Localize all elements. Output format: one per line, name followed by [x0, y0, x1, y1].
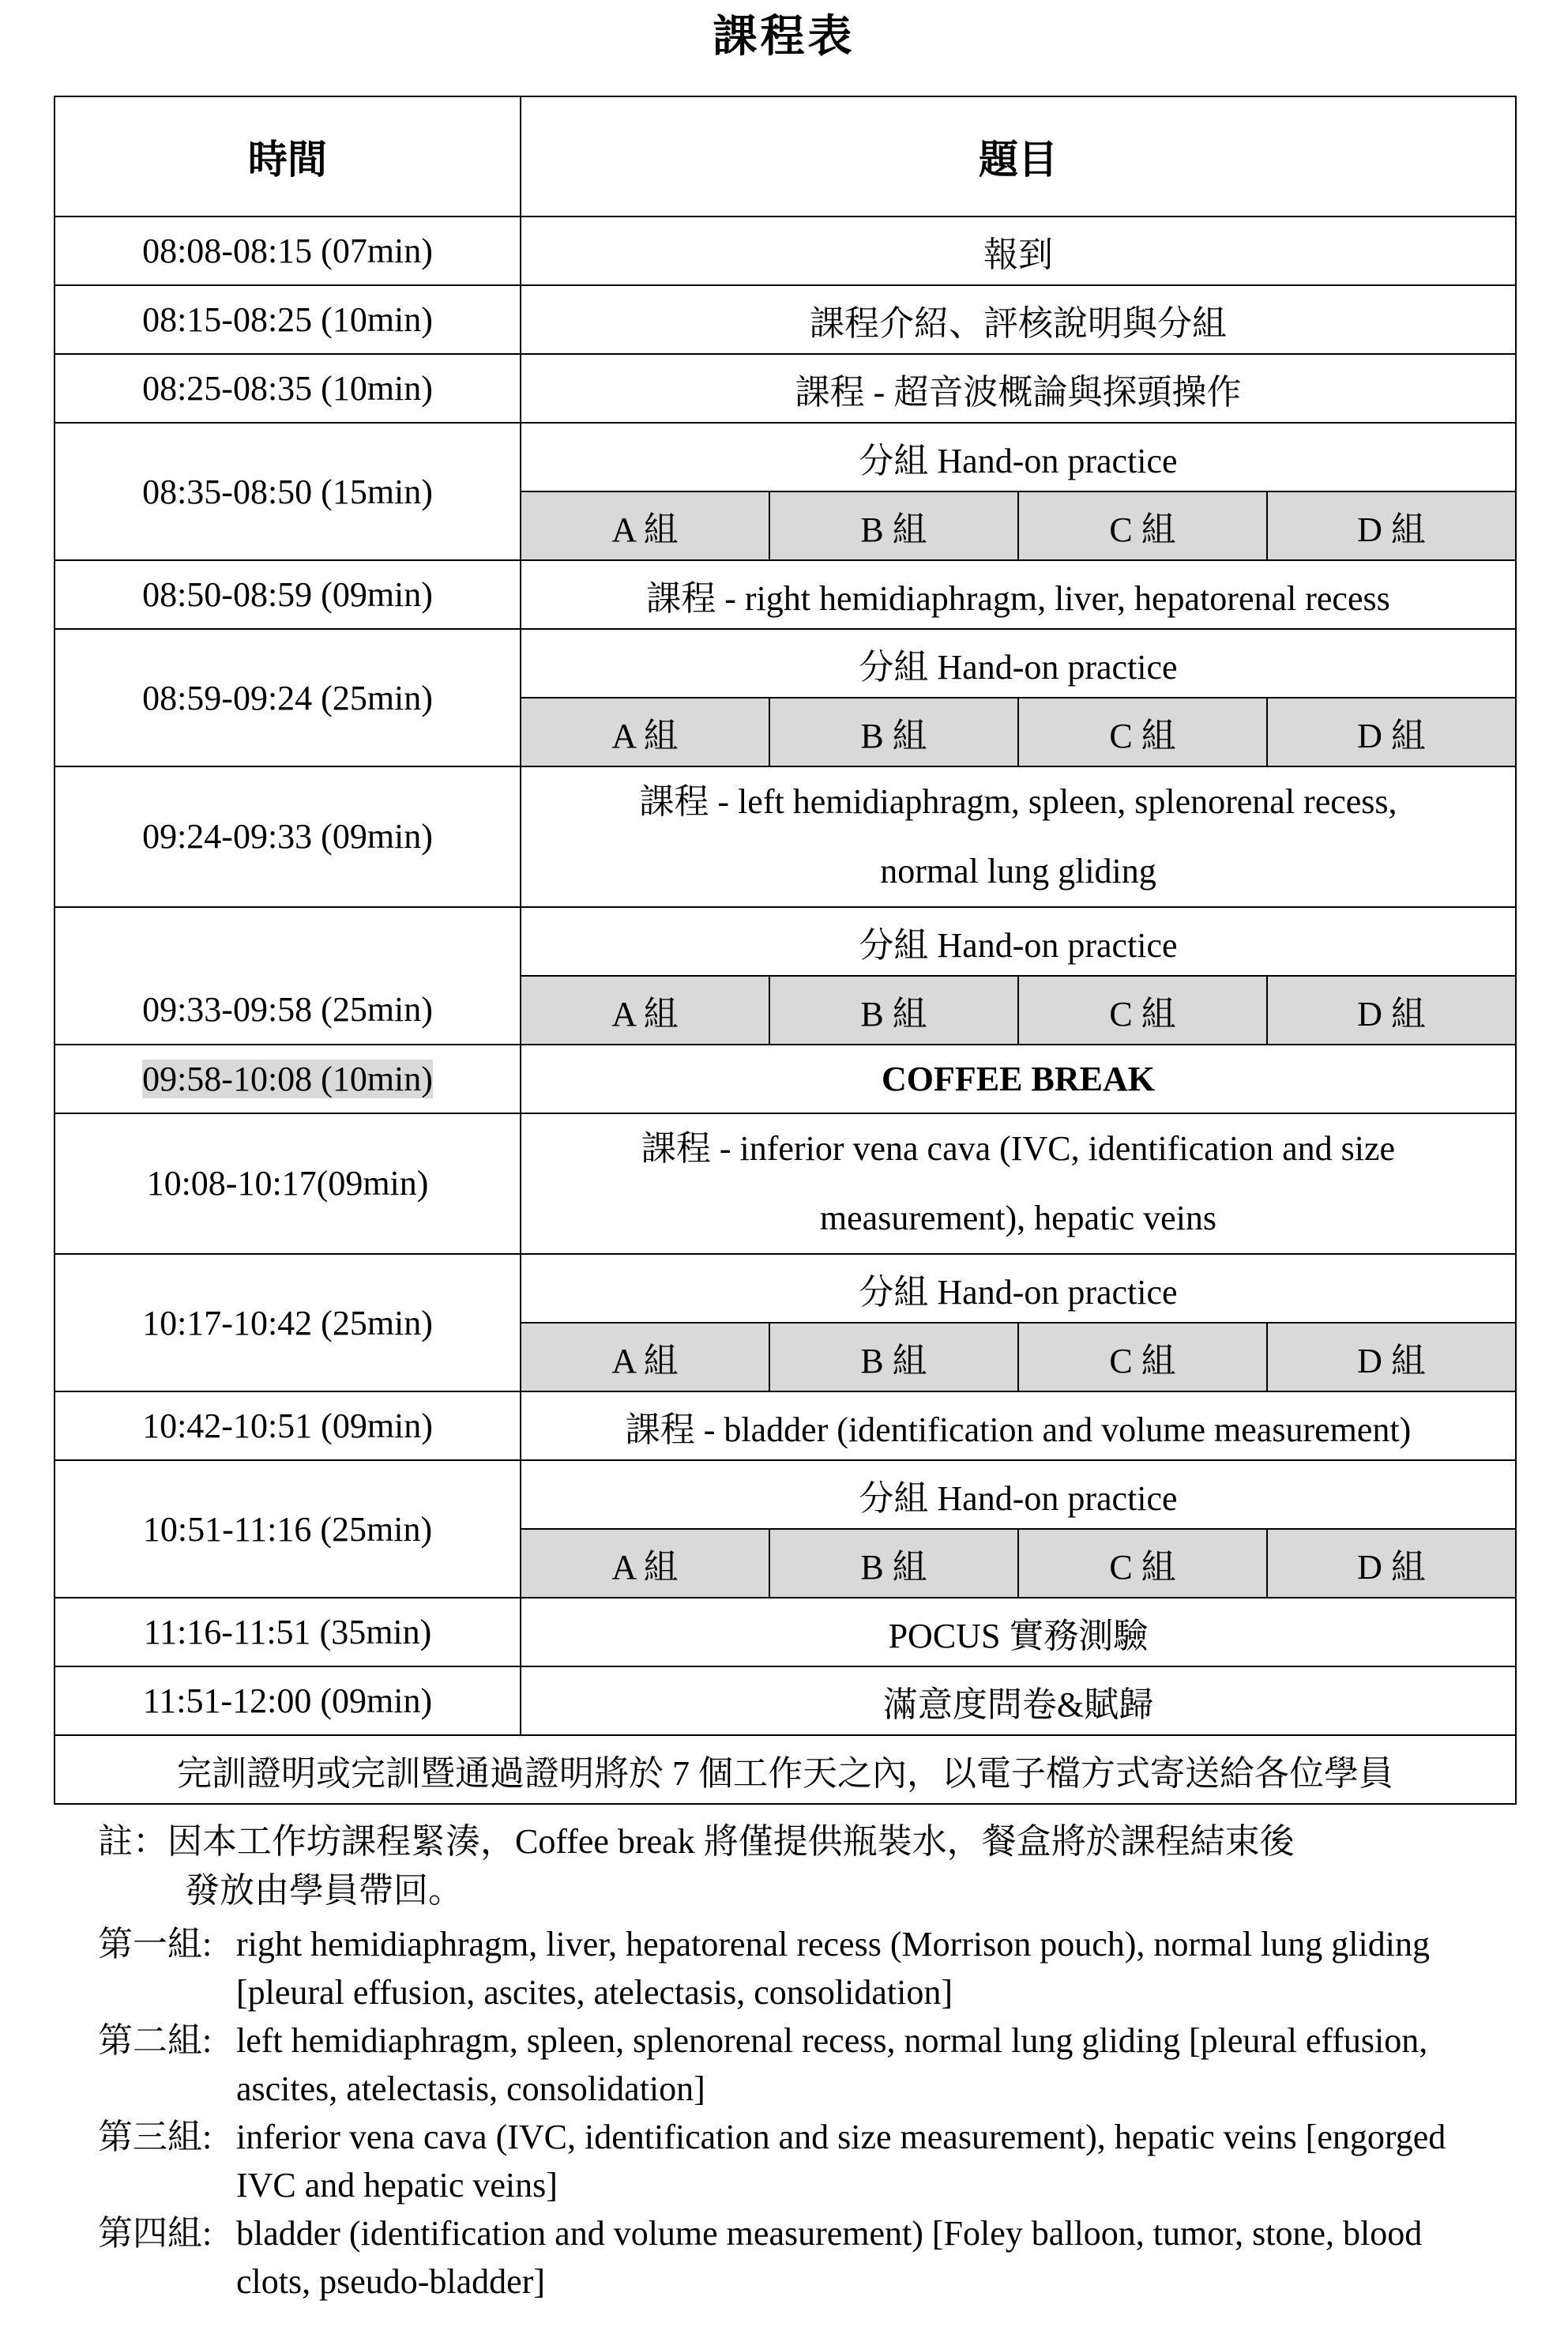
time-cell: 09:33-09:58 (25min): [55, 907, 521, 1045]
table-row: [55, 766, 1516, 907]
topic-cell: [521, 1113, 1516, 1254]
topic-line-1: 課程 - left hemidiaphragm, spleen, splenorenal recess,: [639, 782, 1397, 821]
group-d-cell: D 組: [1267, 698, 1516, 766]
note-line-1: 註：因本工作坊課程緊湊，Coffee break 將僅提供瓶裝水，餐盒將於課程結束後: [98, 1822, 1295, 1861]
group-c-cell: C 組: [1018, 976, 1267, 1045]
group-note-text: inferior vena cava (IVC, identification and size measurement), hepatic veins [engorged IVC and hepatic veins]: [236, 2118, 1446, 2205]
group-c-cell: C 組: [1018, 1323, 1267, 1391]
table-row: [55, 907, 1516, 976]
topic-cell: [521, 766, 1516, 907]
time-cell: [55, 1045, 521, 1113]
time-cell: 09:24-09:33 (09min): [55, 766, 521, 907]
page-title: 課程表: [713, 13, 855, 62]
group-a-cell: A 組: [521, 976, 769, 1045]
group-note-text: bladder (identification and volume measurement) [Foley balloon, tumor, stone, blood clots, pseudo-bladder]: [236, 2214, 1423, 2301]
table-row: [55, 1598, 1516, 1666]
time-cell: 08:35-08:50 (15min): [55, 423, 521, 560]
group-c-cell: C 組: [1018, 1529, 1267, 1598]
group-a-cell: A 組: [521, 698, 769, 766]
group-c-cell: C 組: [1018, 698, 1267, 766]
time-cell: 08:15-08:25 (10min): [55, 285, 521, 354]
group-d-cell: D 組: [1267, 1323, 1516, 1391]
table-row: [55, 629, 1516, 698]
table-row: [55, 560, 1516, 629]
group-a-cell: A 組: [521, 491, 769, 560]
table-row: [55, 423, 1516, 491]
topic-line-1: 課程 - inferior vena cava (IVC, identification and size: [641, 1129, 1396, 1168]
group-b-cell: B 組: [769, 976, 1018, 1045]
topic-line-2: measurement), hepatic veins: [819, 1199, 1217, 1237]
table-row: [55, 354, 1516, 423]
topic-cell: 分組 Hand-on practice: [521, 1254, 1516, 1323]
topic-cell: 滿意度問卷&賦歸: [521, 1666, 1516, 1735]
group-note-text: right hemidiaphragm, liver, hepatorenal recess (Morrison pouch), normal lung gliding [pleural effusion, ascites, atelectasis, consolidation]: [236, 1925, 1430, 2012]
topic-cell: POCUS 實務測驗: [521, 1598, 1516, 1666]
time-cell: 10:17-10:42 (25min): [55, 1254, 521, 1391]
time-cell: 08:59-09:24 (25min): [55, 629, 521, 766]
topic-line-2: normal lung gliding: [880, 852, 1156, 890]
table-row: [55, 1391, 1516, 1460]
group-a-cell: A 組: [521, 1529, 769, 1598]
time-cell: 10:42-10:51 (09min): [55, 1391, 521, 1460]
time-cell: 10:51-11:16 (25min): [55, 1460, 521, 1598]
coffee-break-cell: COFFEE BREAK: [521, 1045, 1516, 1113]
schedule-table: [54, 96, 1517, 1805]
time-cell: 08:08-08:15 (07min): [55, 217, 521, 285]
topic-cell: 分組 Hand-on practice: [521, 423, 1516, 491]
topic-cell: 分組 Hand-on practice: [521, 907, 1516, 976]
group-note-text: left hemidiaphragm, spleen, splenorenal recess, normal lung gliding [pleural effusion, ascites, atelectasis, consolidation]: [236, 2021, 1428, 2108]
group-b-cell: B 組: [769, 1529, 1018, 1598]
table-row: [55, 217, 1516, 285]
note-line-2: 發放由學員帶回。: [185, 1871, 463, 1910]
group-d-cell: D 組: [1267, 976, 1516, 1045]
header-topic: 題目: [521, 96, 1516, 217]
table-row: [55, 1045, 1516, 1113]
group-note-4: [98, 2209, 1504, 2306]
group-note-3: [98, 2113, 1504, 2209]
group-c-cell: C 組: [1018, 491, 1267, 560]
group-note-label: 第四組:: [98, 2214, 212, 2253]
group-a-cell: A 組: [521, 1323, 769, 1391]
topic-cell: 分組 Hand-on practice: [521, 1460, 1516, 1529]
group-note-label: 第三組:: [98, 2118, 212, 2156]
topic-cell: 課程 - 超音波概論與探頭操作: [521, 354, 1516, 423]
topic-cell: 報到: [521, 217, 1516, 285]
time-cell: 08:50-08:59 (09min): [55, 560, 521, 629]
highlighted-time: 09:58-10:08 (10min): [142, 1060, 433, 1098]
table-row: [55, 1254, 1516, 1323]
topic-cell: 課程 - bladder (identification and volume measurement): [521, 1391, 1516, 1460]
group-b-cell: B 組: [769, 698, 1018, 766]
time-cell: 11:16-11:51 (35min): [55, 1598, 521, 1666]
time-cell: 11:51-12:00 (09min): [55, 1666, 521, 1735]
header-time: 時間: [55, 96, 521, 217]
group-d-cell: D 組: [1267, 1529, 1516, 1598]
group-note-label: 第一組:: [98, 1925, 212, 1964]
time-cell: 08:25-08:35 (10min): [55, 354, 521, 423]
group-b-cell: B 組: [769, 491, 1018, 560]
group-d-cell: D 組: [1267, 491, 1516, 560]
topic-cell: 課程介紹、評核說明與分組: [521, 285, 1516, 354]
group-b-cell: B 組: [769, 1323, 1018, 1391]
topic-cell: 分組 Hand-on practice: [521, 629, 1516, 698]
time-cell: 10:08-10:17(09min): [55, 1113, 521, 1254]
topic-cell: 課程 - right hemidiaphragm, liver, hepatorenal recess: [521, 560, 1516, 629]
table-footer-row: [55, 1735, 1516, 1804]
table-row: [55, 1666, 1516, 1735]
notes-section: [98, 1817, 1504, 2306]
table-row: [55, 1460, 1516, 1529]
group-note-1: [98, 1920, 1504, 2016]
certificate-notice: 完訓證明或完訓暨通過證明將於 7 個工作天之內，以電子檔方式寄送給各位學員: [55, 1735, 1516, 1804]
table-row: [55, 1113, 1516, 1254]
group-note-label: 第二組:: [98, 2021, 212, 2060]
table-row: [55, 285, 1516, 354]
group-note-2: [98, 2016, 1504, 2113]
